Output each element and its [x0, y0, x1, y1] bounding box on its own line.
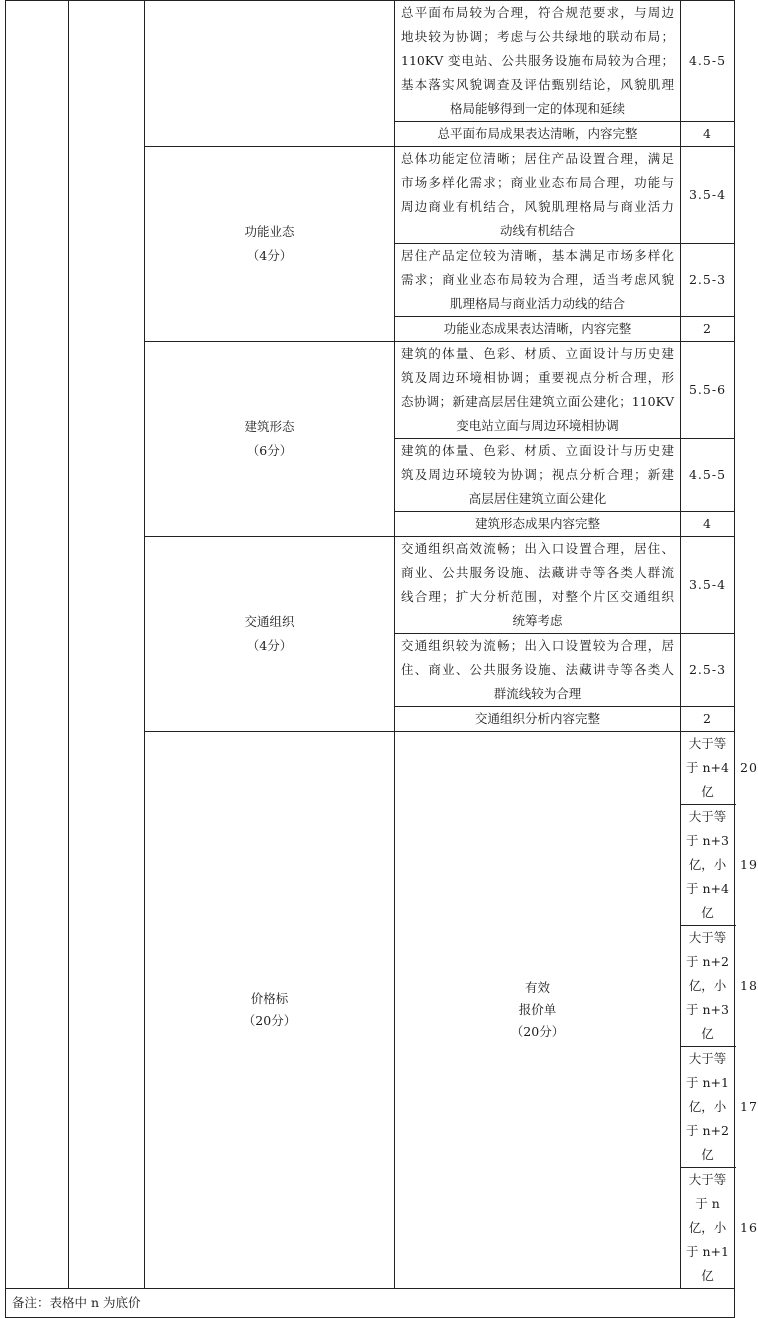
score-range: 4.5-5	[681, 1, 735, 122]
criterion-points: （4分）	[246, 248, 293, 263]
criterion-description: 总体功能定位清晰；居住产品设置合理，满足 市场多样化需求；商业业态布局合理，功能与 周边商业有机结合，风貌肌理格局与商业活力 动线有机结合	[395, 147, 681, 244]
table-row: 大于等于 n+2 亿，小于 n+3 亿 18	[6, 926, 735, 1047]
price-sub-label: 有效	[524, 980, 550, 995]
criterion-description: 建筑的体量、色彩、材质、立面设计与历史建 筑及周边环境较为协调；视点分析合理；新建 高层居住建筑立面公建化	[395, 439, 681, 512]
criterion-label: 功能业态	[244, 224, 295, 239]
price-category-label: 价格标	[250, 991, 289, 1006]
table-row	[6, 1289, 735, 1318]
scoring-table	[5, 0, 758, 1318]
subcategory-cell	[69, 1, 145, 1289]
price-category-points: （20分）	[242, 1013, 297, 1028]
criterion-description: 交通组织较为流畅；出入口设置较为合理，居 住、商业、公共服务设施、法藏讲寺等各类人 群流线较为合理	[395, 634, 681, 707]
criterion-label: 建筑形态	[244, 419, 295, 434]
price-sub-label-2: 报价单	[518, 1002, 557, 1017]
criterion-label: 交通组织	[244, 614, 295, 629]
criterion-points: （6分）	[246, 443, 293, 458]
score-range: 2	[681, 707, 735, 732]
score-range: 2.5-3	[681, 634, 735, 707]
score-range: 2.5-3	[681, 244, 735, 317]
table-row: 大于等于 n+1 亿，小于 n+2 亿 17	[6, 1047, 735, 1168]
criterion-cell-function	[145, 147, 395, 342]
table-row: 大于等于 n 亿，小于 n+1 亿 16	[6, 1168, 735, 1289]
criterion-description: 交通组织分析内容完整	[395, 707, 681, 732]
price-sub-points: （20分）	[510, 1024, 565, 1039]
score-range: 3.5-4	[681, 537, 735, 634]
criterion-description: 建筑形态成果内容完整	[395, 512, 681, 537]
criterion-description: 建筑的体量、色彩、材质、立面设计与历史建 筑及周边环境相协调；重要视点分析合理，形 态协调；新建高层居住建筑立面公建化；110KV 变电站立面与周边环境相协调	[395, 342, 681, 439]
price-condition: 大于等于 n+4 亿	[681, 732, 735, 805]
price-condition: 大于等于 n+1 亿，小于 n+2 亿	[681, 1047, 735, 1168]
criterion-cell-architecture	[145, 342, 395, 537]
criterion-cell-traffic	[145, 537, 395, 732]
criterion-description: 总平面布局较为合理，符合规范要求，与周边 地块较为协调；考虑与公共绿地的联动布局； 110KV 变电站、公共服务设施布局较为合理； 基本落实风貌调查及评估甄别结论，风貌肌理 格局能够得到一定的体现和延续	[395, 1, 681, 122]
score-range: 4.5-5	[681, 439, 735, 512]
criterion-cell-layout	[145, 1, 395, 147]
score-range: 5.5-6	[681, 342, 735, 439]
score-range: 4	[681, 122, 735, 147]
table-note: 备注：表格中 n 为底价	[6, 1289, 735, 1318]
price-condition: 大于等于 n 亿，小于 n+1 亿	[681, 1168, 735, 1289]
category-cell	[6, 1, 69, 1289]
score-range: 2	[681, 317, 735, 342]
table-row: 价格标 （20分） 有效 报价单 （20分） 大于等于 n+4 亿 20	[6, 732, 735, 805]
price-condition: 大于等于 n+3 亿，小于 n+4 亿	[681, 805, 735, 926]
criterion-description: 交通组织高效流畅；出入口设置合理，居住、 商业、公共服务设施、法藏讲寺等各类人群流 线合理；扩大分析范围，对整个片区交通组织 统筹考虑	[395, 537, 681, 634]
table-row: 大于等于 n+3 亿，小于 n+4 亿 19	[6, 805, 735, 926]
criterion-description: 总平面布局成果表达清晰，内容完整	[395, 122, 681, 147]
price-subcategory-cell	[395, 732, 681, 1289]
criterion-points: （4分）	[246, 638, 293, 653]
score-range: 3.5-4	[681, 147, 735, 244]
criterion-description: 居住产品定位较为清晰，基本满足市场多样化 需求；商业业态布局较为合理，适当考虑风貌 肌理格局与商业活力动线的结合	[395, 244, 681, 317]
criterion-description: 功能业态成果表达清晰，内容完整	[395, 317, 681, 342]
price-condition: 大于等于 n+2 亿，小于 n+3 亿	[681, 926, 735, 1047]
price-category-cell	[145, 732, 395, 1289]
table-row	[6, 1, 735, 122]
score-range: 4	[681, 512, 735, 537]
